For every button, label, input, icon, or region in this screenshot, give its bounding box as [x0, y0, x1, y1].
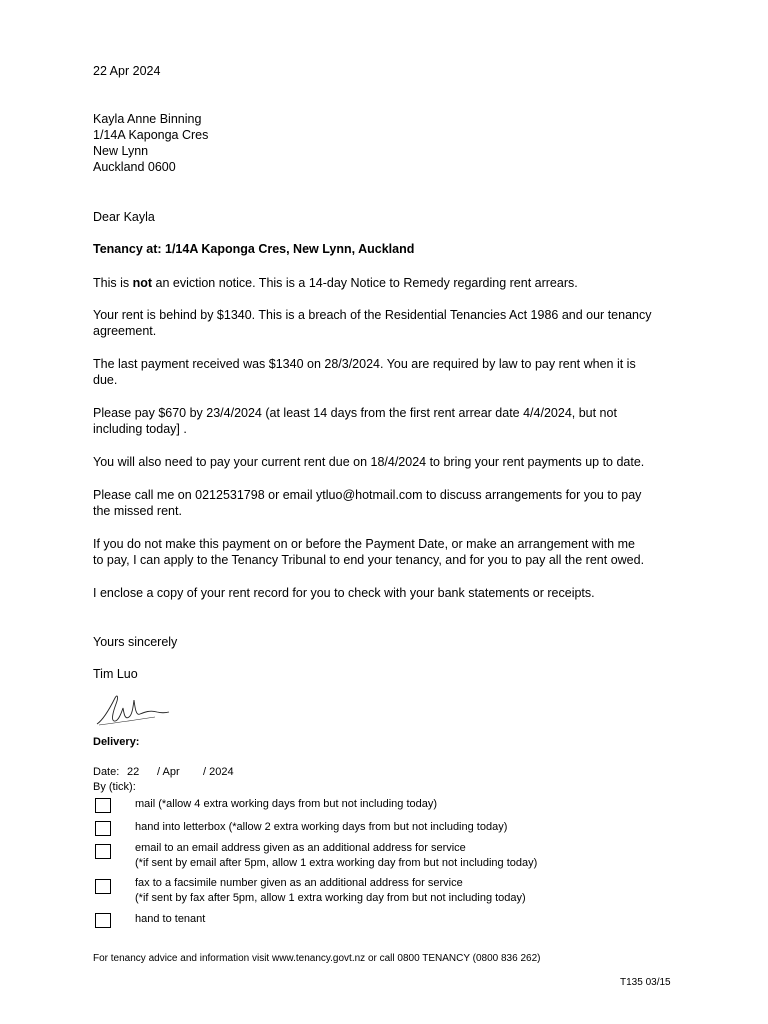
recipient-city: Auckland 0600 — [93, 160, 176, 174]
paragraph-tribunal-1: If you do not make this payment on or before the Payment Date, or make an arrangement with me — [93, 537, 635, 551]
paragraph-eviction-notice — [93, 275, 578, 291]
checkbox-fax[interactable] — [95, 879, 111, 894]
option-fax-note: (*if sent by fax after 5pm, allow 1 extra working day from but not including today) — [135, 892, 526, 904]
signature-image — [95, 690, 175, 730]
option-hand-to-tenant-label: hand to tenant — [135, 913, 206, 925]
option-email-note: (*if sent by email after 5pm, allow 1 extra working day from but not including today) — [135, 857, 538, 869]
form-code: T135 03/15 — [620, 977, 671, 988]
checkbox-email[interactable] — [95, 844, 111, 859]
delivery-by-label: By (tick): — [93, 781, 136, 793]
checkbox-hand-to-tenant[interactable] — [95, 913, 111, 928]
paragraph-current-rent: You will also need to pay your current rent due on 18/4/2024 to bring your rent payments up to date. — [93, 455, 645, 469]
option-letterbox-label: hand into letterbox (*allow 2 extra working days from but not including today) — [135, 821, 508, 833]
para1-before: This is — [93, 276, 133, 290]
option-mail-label: mail (*allow 4 extra working days from but not including today) — [135, 798, 438, 810]
date: 22 Apr 2024 — [93, 64, 161, 78]
para1-bold: not — [132, 276, 153, 290]
signer-name: Tim Luo — [93, 667, 138, 681]
paragraph-please-pay-2: including today] . — [93, 422, 187, 436]
paragraph-last-payment-2: due. — [93, 373, 118, 387]
paragraph-contact-1: Please call me on 0212531798 or email ytluo@hotmail.com to discuss arrangements for you to pay — [93, 488, 642, 502]
paragraph-rent-behind-2: agreement. — [93, 324, 157, 338]
delivery-date-label: Date: — [93, 766, 120, 778]
closing: Yours sincerely — [93, 635, 178, 649]
recipient-street: 1/14A Kaponga Cres — [93, 128, 209, 142]
option-email-label: email to an email address given as an additional address for service — [135, 842, 466, 854]
para1-after: an eviction notice. This is a 14-day Notice to Remedy regarding rent arrears. — [152, 276, 578, 290]
salutation: Dear Kayla — [93, 210, 155, 224]
delivery-date-month: / Apr — [157, 766, 180, 778]
paragraph-tribunal-2: to pay, I can apply to the Tenancy Tribunal to end your tenancy, and for you to pay all the rent owed. — [93, 553, 645, 567]
paragraph-contact-2: the missed rent. — [93, 504, 182, 518]
checkbox-letterbox[interactable] — [95, 821, 111, 836]
delivery-heading: Delivery: — [93, 736, 140, 748]
paragraph-last-payment-1: The last payment received was $1340 on 28/3/2024. You are required by law to pay rent when it is — [93, 357, 636, 371]
paragraph-enclose: I enclose a copy of your rent record for you to check with your bank statements or receipts. — [93, 586, 595, 600]
recipient-name: Kayla Anne Binning — [93, 112, 202, 126]
paragraph-rent-behind-1: Your rent is behind by $1340. This is a breach of the Residential Tenancies Act 1986 and our tenancy — [93, 308, 652, 322]
subject-line: Tenancy at: 1/14A Kaponga Cres, New Lynn, Auckland — [93, 242, 415, 256]
checkbox-mail[interactable] — [95, 798, 111, 813]
recipient-suburb: New Lynn — [93, 144, 149, 158]
paragraph-please-pay-1: Please pay $670 by 23/4/2024 (at least 14 days from the first rent arrear date 4/4/2024, but not — [93, 406, 617, 420]
delivery-date-day: 22 — [127, 766, 140, 778]
option-fax-label: fax to a facsimile number given as an additional address for service — [135, 877, 463, 889]
delivery-date-year: / 2024 — [203, 766, 234, 778]
footer-advice: For tenancy advice and information visit www.tenancy.govt.nz or call 0800 TENANCY (0800 836 262) — [93, 953, 541, 964]
